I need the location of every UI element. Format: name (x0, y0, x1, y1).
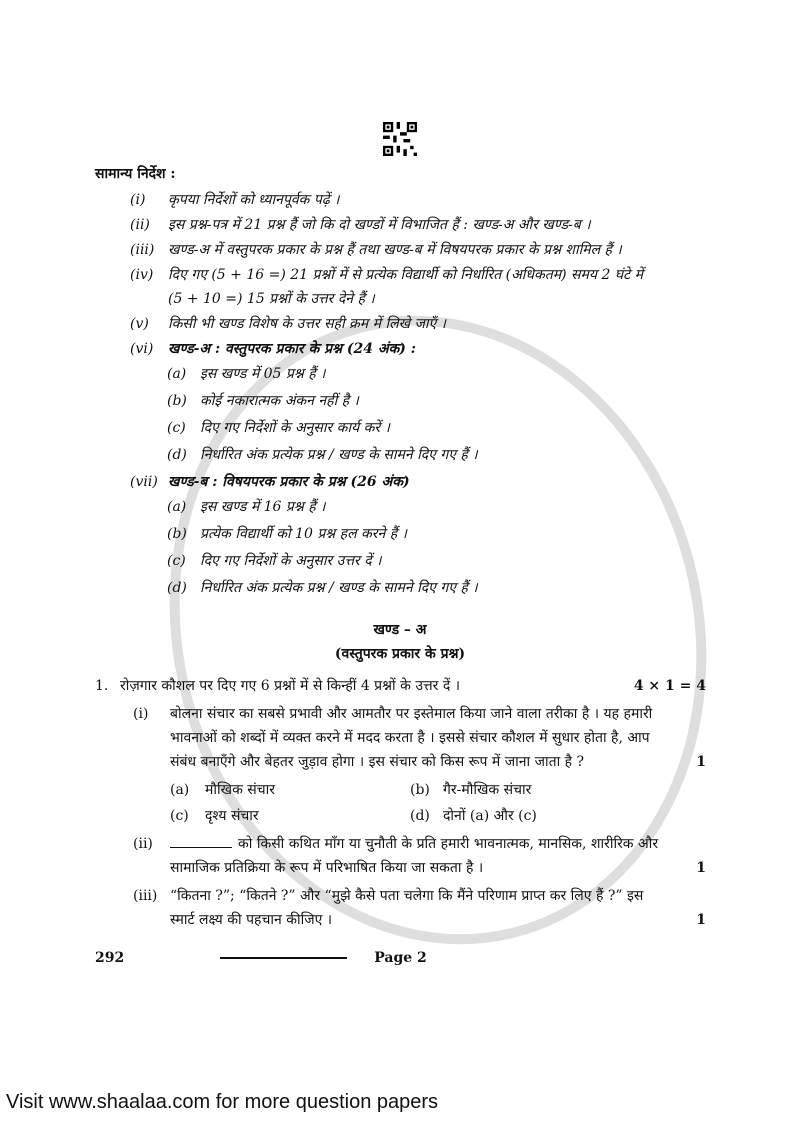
instruction-text: (5 + 10 =) 15 प्रश्नों के उत्तर देने हैं । (168, 291, 375, 307)
instruction-text: किसी भी खण्ड विशेष के उत्तर सही क्रम में लिखे जाएँ । (168, 316, 446, 332)
part-text: स्मार्ट लक्ष्य की पहचान कीजिए । (170, 912, 333, 928)
sub-item-number: (a) (167, 366, 187, 382)
instruction-item (130, 241, 706, 259)
footer-rule (220, 957, 347, 959)
question-1 (95, 677, 706, 695)
section-title: खण्ड – अ (373, 622, 427, 638)
option-text: मौखिक संचार (205, 782, 275, 798)
instruction-text: कृपया निर्देशों को ध्यानपूर्वक पढ़ें । (168, 192, 340, 208)
question-part (133, 835, 706, 877)
instructions-title: सामान्य निर्देश : (95, 166, 176, 182)
sub-item (167, 552, 706, 570)
instruction-item (130, 266, 706, 308)
option-b[interactable] (410, 781, 706, 799)
item-number: (iv) (130, 267, 154, 283)
part-text: “कितना ?”; “कितने ?” और “मुझे कैसे पता चलेगा कि मैंने परिणाम प्राप्त कर लिए हैं ?” इस (170, 888, 644, 904)
option-label: (a) (170, 782, 190, 798)
sub-item-text: कोई नकारात्मक अंकन नहीं है । (200, 393, 359, 409)
sub-item-number: (b) (167, 393, 187, 409)
option-label: (b) (410, 782, 430, 798)
part-marks: 1 (696, 754, 706, 770)
sub-item (167, 579, 706, 597)
sub-item-number: (d) (167, 447, 187, 463)
instruction-item (130, 473, 706, 491)
option-text: दृश्य संचार (205, 808, 259, 824)
instruction-item (130, 340, 706, 358)
paper-code: 292 (95, 950, 125, 966)
part-text-block (170, 887, 670, 929)
instruction-text: इस प्रश्न-पत्र में 21 प्रश्न हैं जो कि दो खण्डों में विभाजित हैं : खण्ड-अ और खण्ड-ब । (168, 217, 591, 233)
part-text-block (170, 835, 670, 877)
part-marks: 1 (696, 860, 706, 876)
question-paper-page (95, 0, 706, 967)
part-text: बोलना संचार का सबसे प्रभावी और आमतौर पर इस्तेमाल किया जाने वाला तरीका है । यह हमारी (170, 706, 653, 722)
item-number: (i) (130, 192, 146, 208)
option-a[interactable] (170, 781, 410, 799)
part-number: (i) (133, 706, 149, 722)
sub-item-text: दिए गए निर्देशों के अनुसार कार्य करें । (200, 420, 390, 436)
fill-blank (170, 847, 232, 848)
part-text: सामाजिक प्रतिक्रिया के रूप में परिभाषित किया जा सकता है । (170, 860, 484, 876)
section-a-heading: खण्ड-अ : वस्तुपरक प्रकार के प्रश्न (24 अंक) : (168, 341, 416, 357)
sub-item (167, 419, 706, 437)
part-text-block (170, 705, 670, 771)
sub-item-text: निर्धारित अंक प्रत्येक प्रश्न / खण्ड के सामने दिए गए हैं । (200, 447, 478, 463)
sub-item (167, 498, 706, 516)
item-number: (ii) (130, 217, 150, 233)
part-number: (ii) (133, 836, 153, 852)
sub-item-text: दिए गए निर्देशों के अनुसार उत्तर दें । (200, 553, 382, 569)
sub-item-number: (d) (167, 580, 187, 596)
question-part (133, 705, 706, 771)
option-label: (d) (410, 808, 430, 824)
sub-item-number: (b) (167, 526, 187, 542)
answer-options (170, 781, 706, 825)
option-c[interactable] (170, 807, 410, 825)
item-number: (vii) (130, 474, 158, 490)
sub-item-text: इस खण्ड में 05 प्रश्न हैं । (200, 366, 326, 382)
sub-item-text: इस खण्ड में 16 प्रश्न हैं । (200, 499, 326, 515)
instruction-item (130, 216, 706, 234)
part-text-line (170, 835, 670, 853)
sub-item-number: (c) (167, 420, 186, 436)
sub-item-number: (c) (167, 553, 186, 569)
page-number: Page 2 (374, 950, 427, 966)
sub-item (167, 392, 706, 410)
question-text: रोज़गार कौशल पर दिए गए 6 प्रश्नों में से किन्हीं 4 प्रश्नों के उत्तर दें । (120, 678, 461, 694)
instruction-item (130, 191, 706, 209)
section-subtitle: (वस्तुपरक प्रकार के प्रश्न) (334, 646, 466, 662)
option-text: दोनों (a) और (c) (443, 808, 537, 824)
item-number: (iii) (130, 242, 155, 258)
part-text: भावनाओं को शब्दों में व्यक्त करने में मदद करता है । इससे संचार कौशल में सुधार होता है, आप (170, 730, 650, 746)
sub-item-text: निर्धारित अंक प्रत्येक प्रश्न / खण्ड के सामने दिए गए हैं । (200, 580, 478, 596)
option-text: गैर-मौखिक संचार (443, 782, 532, 798)
sub-item-text: प्रत्येक विद्यार्थी को 10 प्रश्न हल करने हैं । (200, 526, 407, 542)
shaalaa-link[interactable]: Visit www.shaalaa.com for more question papers (6, 1091, 439, 1113)
part-text: को किसी कथित माँग या चुनौती के प्रति हमारी भावनात्मक, मानसिक, शारीरिक और (238, 836, 659, 852)
question-number: 1. (95, 678, 109, 694)
section-b-heading: खण्ड-ब : विषयपरक प्रकार के प्रश्न (26 अंक) (168, 474, 410, 490)
page-footer (95, 949, 706, 967)
sub-item (167, 365, 706, 383)
item-number: (vi) (130, 341, 154, 357)
sub-item (167, 525, 706, 543)
question-part (133, 887, 706, 929)
part-number: (iii) (133, 888, 158, 904)
part-marks: 1 (696, 912, 706, 928)
item-number: (v) (130, 316, 149, 332)
sub-item-number: (a) (167, 499, 187, 515)
instruction-item (130, 315, 706, 333)
sub-item (167, 446, 706, 464)
instruction-text: खण्ड-अ में वस्तुपरक प्रकार के प्रश्न हैं तथा खण्ड-ब में विषयपरक प्रकार के प्रश्न शामिल हैं । (168, 242, 622, 258)
option-d[interactable] (410, 807, 706, 825)
instruction-text-block (168, 266, 706, 308)
option-label: (c) (170, 808, 189, 824)
part-text: संबंध बनाएँगे और बेहतर जुड़ाव होगा । इस संचार को किस रूप में जाना जाता है ? (170, 754, 585, 770)
question-marks: 4 × 1 = 4 (633, 678, 706, 694)
instruction-text: दिए गए (5 + 16 =) 21 प्रश्नों में से प्रत्येक विद्यार्थी को निर्धारित (अधिकतम) समय 2 घंटे में (168, 267, 643, 283)
